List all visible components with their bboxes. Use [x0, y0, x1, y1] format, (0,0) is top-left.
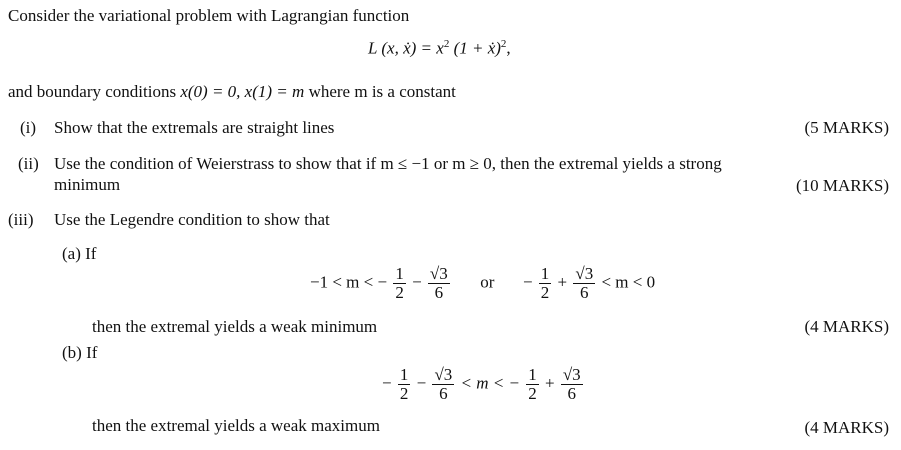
- part-ii-marks: (10 MARKS): [795, 176, 889, 195]
- b-frac-4: $\frac{√3}{6}$: [562, 365, 581, 403]
- part-ii-text-2: minimum: [54, 175, 121, 194]
- part-iii-text: Use the Legendre condition to show that: [54, 210, 330, 229]
- part-i-label: (i): [20, 118, 37, 137]
- b-op-plus: +: [544, 373, 555, 393]
- exp-2b: 2: [500, 38, 507, 50]
- a-frac-1: $\frac{1}{2}$: [395, 264, 404, 302]
- exp-2a: 2: [443, 38, 450, 50]
- bc-suffix: where m is a constant: [308, 82, 456, 101]
- a-expr-prefix: −1 < m < −: [310, 272, 388, 292]
- bc-expr: x(0) = 0, x(1) = m: [180, 82, 305, 101]
- a-neg: −: [522, 272, 533, 292]
- part-a-label-text: (a): [62, 244, 81, 263]
- part-a-label: [62, 244, 96, 264]
- part-ii-text-1: Use the condition of Weierstrass to show that if m ≤ −1 or m ≥ 0, then the extremal yields a strong: [54, 154, 722, 173]
- part-a-inequality: [310, 265, 655, 302]
- part-b-lead: If: [86, 343, 98, 362]
- b-frac-2: $\frac{√3}{6}$: [434, 365, 453, 403]
- part-b-conclusion: then the extremal yields a weak maximum: [92, 416, 380, 435]
- lagrangian-equation: [368, 38, 511, 59]
- a-op-minus: −: [412, 272, 422, 292]
- part-i-text: Show that the extremals are straight lines: [54, 118, 335, 137]
- a-frac-4: $\frac{√3}{6}$: [575, 264, 594, 302]
- b-neg: −: [382, 373, 392, 393]
- lagrangian-rhs: (1 + ẋ): [453, 38, 501, 58]
- part-ii-label: (ii): [18, 154, 39, 173]
- lagrangian-lhs: L (x, ẋ) = x: [368, 38, 444, 58]
- a-or: or: [480, 272, 495, 292]
- intro-text: Consider the variational problem with Lagrangian function: [8, 6, 410, 25]
- lagrangian-end: ,: [506, 38, 511, 58]
- part-b-label: [62, 343, 97, 363]
- a-op-plus: +: [557, 272, 568, 292]
- part-b-inequality: [382, 366, 585, 403]
- part-iii-label: (iii): [8, 210, 34, 229]
- part-b-marks: (4 MARKS): [804, 418, 889, 437]
- bc-prefix: and boundary conditions: [8, 82, 177, 101]
- b-mid: < m < −: [460, 373, 520, 393]
- part-a-marks: (4 MARKS): [804, 317, 889, 336]
- a-frac-2: $\frac{√3}{6}$: [429, 264, 448, 302]
- part-i-marks: (5 MARKS): [804, 118, 889, 137]
- part-a-lead: If: [85, 244, 97, 263]
- a-expr-suffix: < m < 0: [601, 272, 656, 292]
- a-frac-3: $\frac{1}{2}$: [540, 264, 550, 302]
- b-frac-3: $\frac{1}{2}$: [528, 365, 537, 403]
- boundary-conditions: [8, 82, 456, 102]
- b-op-minus: −: [416, 373, 427, 393]
- b-frac-1: $\frac{1}{2}$: [399, 365, 409, 403]
- part-a-conclusion: then the extremal yields a weak minimum: [92, 317, 378, 336]
- part-b-label-text: (b): [62, 343, 82, 362]
